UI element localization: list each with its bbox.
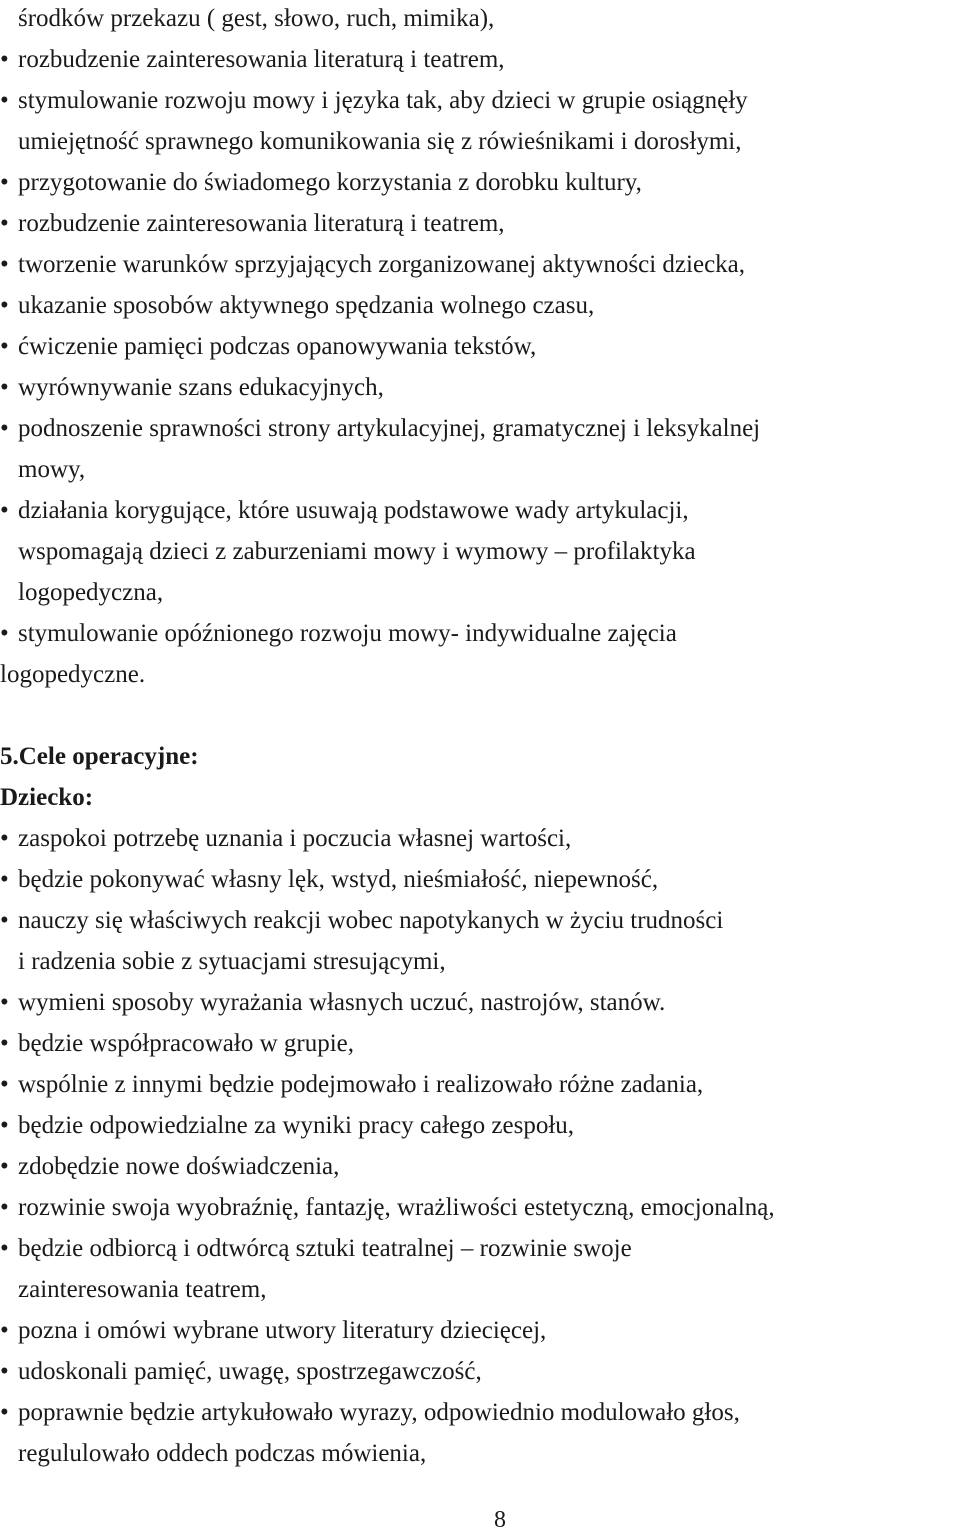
list-item-continuation [0,531,960,572]
list-item [0,39,960,80]
list-item-text: wspólnie z innymi będzie podejmowało i realizowało różne zadania, [18,1071,704,1098]
list-item-continuation [0,1269,960,1310]
list-item [0,1146,960,1187]
list-item-text: regululowało oddech podczas mówienia, [18,1440,427,1467]
objectives-list-part2 [0,818,960,1474]
list-item [0,490,960,531]
list-item-text: logopedyczna, [18,579,164,606]
list-item-text: stymulowanie rozwoju mowy i języka tak, aby dzieci w grupie osiągnęły [18,87,748,114]
bullet-icon: • [0,1399,9,1426]
list-item-continuation [0,572,960,613]
bullet-icon: • [0,497,9,524]
list-item-continuation [0,941,960,982]
bullet-icon: • [0,1153,9,1180]
list-item [0,982,960,1023]
list-item-continuation [0,654,960,695]
list-item-text: mowy, [18,456,86,483]
bullet-icon: • [0,415,9,442]
list-item-text: rozbudzenie zainteresowania literaturą i teatrem, [18,46,505,73]
list-item-text: będzie współpracowało w grupie, [18,1030,354,1057]
list-item [0,818,960,859]
list-item [0,1187,960,1228]
bullet-icon: • [0,1194,9,1221]
list-item-text: podnoszenie sprawności strony artykulacyjnej, gramatycznej i leksykalnej [18,415,761,442]
list-item [0,1310,960,1351]
bullet-icon: • [0,169,9,196]
list-item [0,859,960,900]
list-item-text: logopedyczne. [0,661,146,688]
list-item-text: ćwiczenie pamięci podczas opanowywania tekstów, [18,333,537,360]
list-item-text: środków przekazu ( gest, słowo, ruch, mimika), [18,5,495,32]
list-item [0,285,960,326]
list-item-text: przygotowanie do świadomego korzystania z dorobku kultury, [18,169,642,196]
list-item-text: działania korygujące, które usuwają podstawowe wady artykulacji, [18,497,689,524]
list-item [0,203,960,244]
list-item-text: poprawnie będzie artykułowało wyrazy, odpowiednio modulowało głos, [18,1399,740,1426]
list-item-text: zaspokoi potrzebę uznania i poczucia własnej wartości, [18,825,572,852]
bullet-icon: • [0,1071,9,1098]
list-item-text: ukazanie sposobów aktywnego spędzania wolnego czasu, [18,292,595,319]
list-item-text: udoskonali pamięć, uwagę, spostrzegawczość, [18,1358,482,1385]
list-item [0,367,960,408]
section-heading: 5.Cele operacyjne: [0,743,199,770]
list-item [0,408,960,449]
bullet-icon: • [0,333,9,360]
list-item-text: nauczy się właściwych reakcji wobec napotykanych w życiu trudności [18,907,724,934]
list-item [0,80,960,121]
bullet-icon: • [0,1112,9,1139]
bullet-icon: • [0,1358,9,1385]
list-item [0,1228,960,1269]
bullet-icon: • [0,1030,9,1057]
list-item [0,326,960,367]
bullet-icon: • [0,87,9,114]
bullet-icon: • [0,374,9,401]
list-item [0,900,960,941]
list-item-text: będzie odbiorcą i odtwórcą sztuki teatralnej – rozwinie swoje [18,1235,632,1262]
objectives-list-part1 [0,0,960,695]
list-item-continuation [0,0,960,39]
list-item-text: wyrównywanie szans edukacyjnych, [18,374,384,401]
page-number: 8 [494,1507,506,1533]
list-item-text: umiejętność sprawnego komunikowania się z rówieśnikami i dorosłymi, [18,128,742,155]
list-item [0,1064,960,1105]
list-item-text: zainteresowania teatrem, [18,1276,267,1303]
bullet-icon: • [0,620,9,647]
list-item-text: rozwinie swoja wyobraźnię, fantazję, wrażliwości estetyczną, emocjonalną, [18,1194,775,1221]
list-item [0,1351,960,1392]
bullet-icon: • [0,46,9,73]
list-item-text: wspomagają dzieci z zaburzeniami mowy i wymowy – profilaktyka [18,538,696,565]
list-item-continuation [0,1433,960,1474]
bullet-icon: • [0,210,9,237]
list-item [0,1392,960,1433]
list-item [0,1023,960,1064]
list-item-continuation [0,121,960,162]
list-item-text: zdobędzie nowe doświadczenia, [18,1153,340,1180]
list-item-text: tworzenie warunków sprzyjających zorganizowanej aktywności dziecka, [18,251,746,278]
list-item-text: wymieni sposoby wyrażania własnych uczuć, nastrojów, stanów. [18,989,666,1016]
list-item-text: i radzenia sobie z sytuacjami stresującymi, [18,948,446,975]
bullet-icon: • [0,251,9,278]
list-item [0,613,960,654]
list-item [0,162,960,203]
list-item-text: stymulowanie opóźnionego rozwoju mowy- indywidualne zajęcia [18,620,677,647]
bullet-icon: • [0,866,9,893]
bullet-icon: • [0,292,9,319]
bullet-icon: • [0,989,9,1016]
bullet-icon: • [0,825,9,852]
list-item-text: rozbudzenie zainteresowania literaturą i teatrem, [18,210,505,237]
bullet-icon: • [0,1317,9,1344]
bullet-icon: • [0,907,9,934]
list-item-continuation [0,449,960,490]
list-item-text: będzie pokonywać własny lęk, wstyd, nieśmiałość, niepewność, [18,866,659,893]
list-item [0,244,960,285]
list-item [0,1105,960,1146]
list-item-text: będzie odpowiedzialne za wyniki pracy całego zespołu, [18,1112,575,1139]
subheading-child: Dziecko: [0,784,94,811]
list-item-text: pozna i omówi wybrane utwory literatury dziecięcej, [18,1317,547,1344]
bullet-icon: • [0,1235,9,1262]
